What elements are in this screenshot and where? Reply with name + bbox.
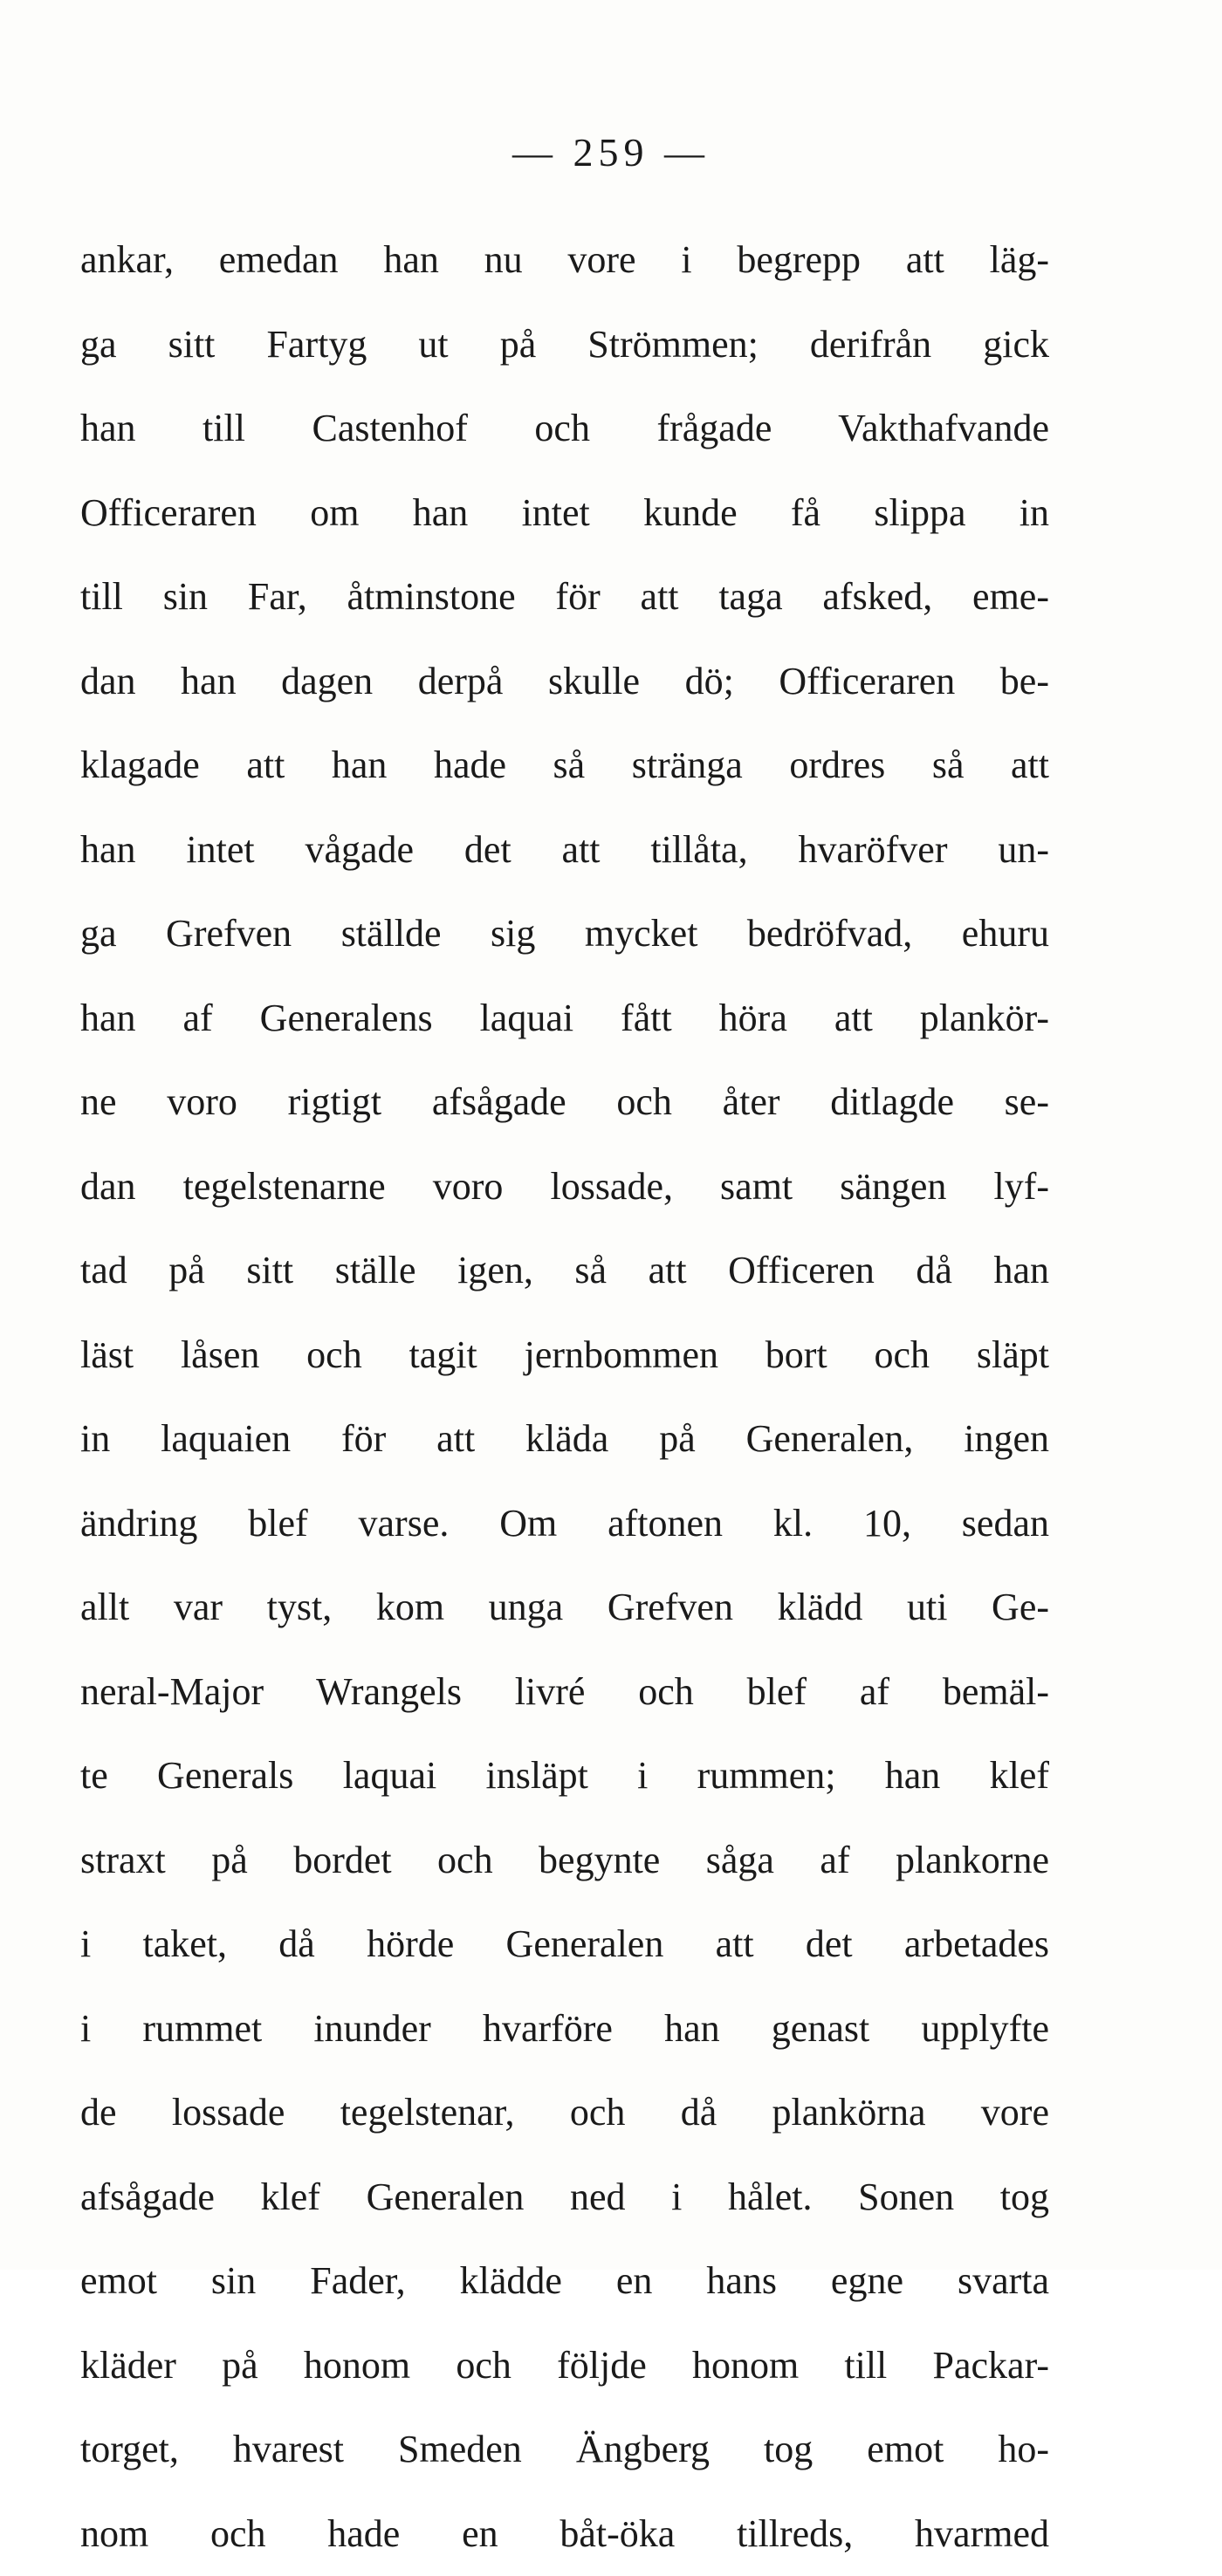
text-line: straxt på bordet och begynte såga af plankorne <box>80 1819 1049 1903</box>
text-line: emot sin Fader, klädde en hans egne svarta <box>80 2239 1049 2324</box>
text-line: Officeraren om han intet kunde få slippa in <box>80 471 1049 556</box>
text-line: in laquaien för att kläda på Generalen, ingen <box>80 1397 1049 1482</box>
text-line: ne voro rigtigt afsågade och åter ditlagde se- <box>80 1060 1049 1145</box>
text-line: i rummet inunder hvarföre han genast upplyfte <box>80 1987 1049 2072</box>
text-line: ändring blef varse. Om aftonen kl. 10, sedan <box>80 1482 1049 1566</box>
text-line: ga Grefven ställde sig mycket bedröfvad, ehuru <box>80 892 1049 976</box>
text-line: läst låsen och tagit jernbommen bort och släpt <box>80 1313 1049 1398</box>
page-number-header: — 259 — <box>0 129 1222 175</box>
text-line: han intet vågade det att tillåta, hvaröfver un- <box>80 808 1049 893</box>
text-line: allt var tyst, kom unga Grefven klädd uti Ge- <box>80 1565 1049 1650</box>
text-line: de lossade tegelstenar, och då plankörna vore <box>80 2071 1049 2155</box>
text-line: klagade att han hade så stränga ordres så att <box>80 723 1049 808</box>
text-line: dan han dagen derpå skulle dö; Officeraren be- <box>80 640 1049 724</box>
text-line: neral-Major Wrangels livré och blef af bemäl- <box>80 1650 1049 1735</box>
text-line: tad på sitt ställe igen, så att Officeren då han <box>80 1229 1049 1313</box>
text-line: i taket, då hörde Generalen att det arbetades <box>80 1902 1049 1987</box>
text-line: han af Generalens laquai fått höra att plankör- <box>80 976 1049 1061</box>
text-line: te Generals laquai insläpt i rummen; han klef <box>80 1734 1049 1819</box>
text-line: dan tegelstenarne voro lossade, samt sängen lyf- <box>80 1145 1049 1230</box>
text-line: kläder på honom och följde honom till Packar- <box>80 2324 1049 2408</box>
body-text <box>80 218 1049 2576</box>
text-line: han till Castenhof och frågade Vakthafvande <box>80 387 1049 471</box>
text-line: afsågade klef Generalen ned i hålet. Sonen tog <box>80 2155 1049 2240</box>
text-line: ga sitt Fartyg ut på Strömmen; derifrån gick <box>80 303 1049 387</box>
text-line: torget, hvarest Smeden Ängberg tog emot ho- <box>80 2408 1049 2492</box>
text-line: nom och hade en båt-öka tillreds, hvarmed <box>80 2492 1049 2576</box>
text-line: ankar, emedan han nu vore i begrepp att läg- <box>80 218 1049 303</box>
text-line: till sin Far, åtminstone för att taga afsked, eme- <box>80 555 1049 640</box>
